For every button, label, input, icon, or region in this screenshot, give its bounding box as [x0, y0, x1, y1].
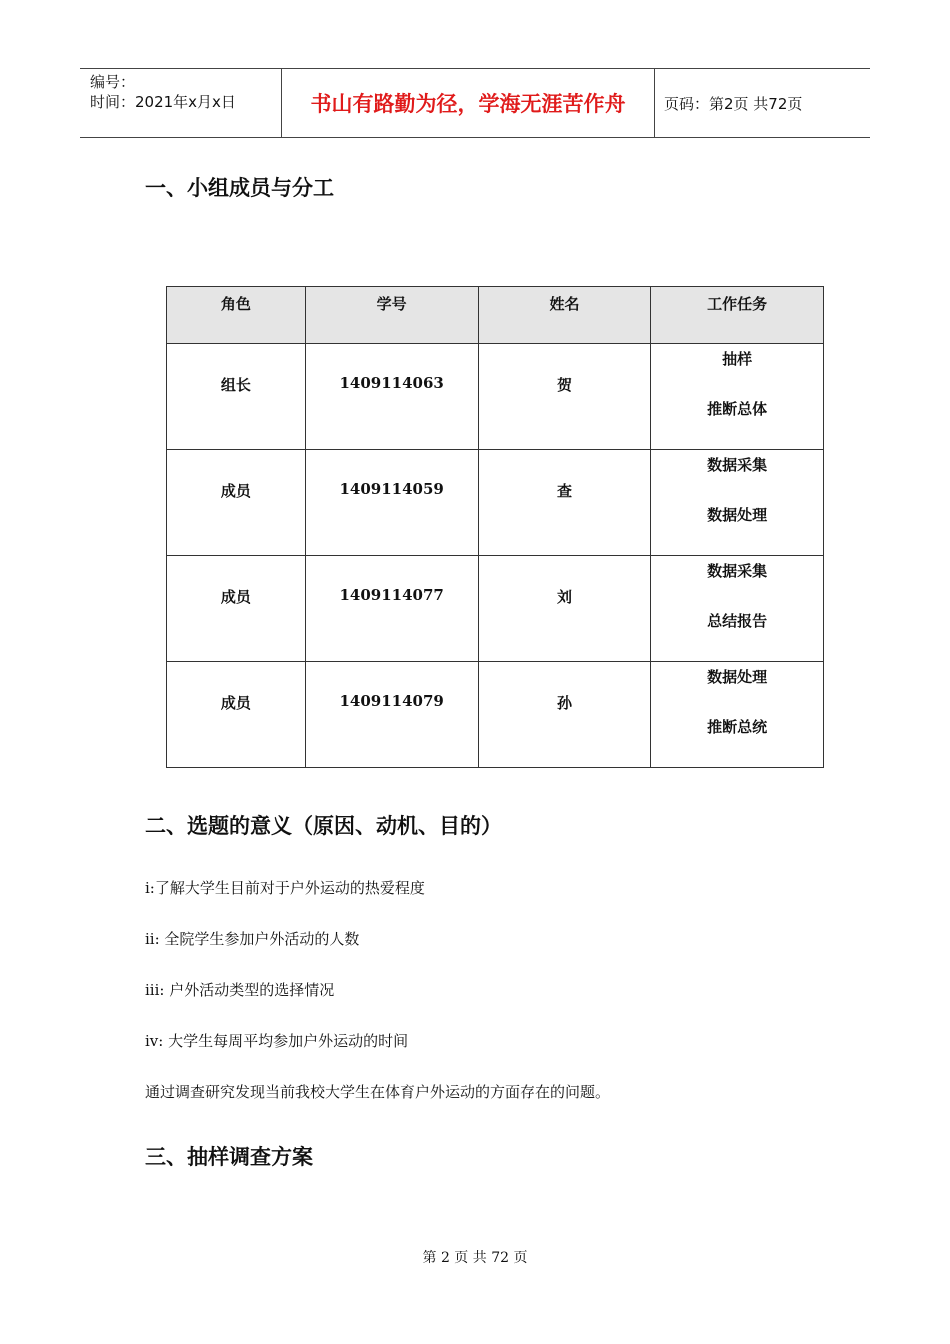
cell-id: 1409114063	[305, 344, 478, 450]
task-line-1: 抽样	[722, 350, 753, 368]
header-motto: 书山有路勤为径，学海无涯苦作舟	[282, 69, 655, 137]
number-label: 编号：	[90, 73, 136, 91]
table-row	[167, 662, 824, 768]
purpose-summary: 通过调查研究发现当前我校大学生在体育户外运动的方面存在的问题。	[145, 1083, 611, 1101]
col-header-name: 姓名	[478, 287, 651, 344]
cell-task	[651, 556, 824, 662]
task-line-1: 数据采集	[707, 456, 768, 474]
task-line-2: 推断总体	[707, 400, 768, 418]
cell-name: 孙	[478, 662, 651, 768]
members-table	[166, 286, 824, 768]
task-line-1: 数据处理	[707, 668, 768, 686]
purpose-item-2: ii: 全院学生参加户外活动的人数	[145, 930, 360, 948]
section-title-3: 三、抽样调查方案	[145, 1145, 313, 1169]
page-header	[80, 68, 870, 138]
task-line-2: 数据处理	[707, 506, 768, 524]
cell-role: 组长	[167, 344, 306, 450]
page-footer: 第 2 页 共 72 页	[422, 1250, 528, 1266]
cell-name: 刘	[478, 556, 651, 662]
header-meta	[80, 69, 282, 137]
cell-role: 成员	[167, 662, 306, 768]
cell-id: 1409114059	[305, 450, 478, 556]
task-line-2: 推断总统	[707, 718, 768, 736]
section-title-1: 一、小组成员与分工	[145, 176, 334, 200]
purpose-item-3: iii: 户外活动类型的选择情况	[145, 981, 335, 999]
purpose-item-4: iv: 大学生每周平均参加户外运动的时间	[145, 1032, 409, 1050]
table-row	[167, 450, 824, 556]
cell-task	[651, 344, 824, 450]
time-label: 时间：2021年x月x日	[90, 93, 236, 111]
task-line-2: 总结报告	[707, 612, 768, 630]
cell-role: 成员	[167, 556, 306, 662]
task-line-1: 数据采集	[707, 562, 768, 580]
section-title-2: 二、选题的意义（原因、动机、目的）	[145, 814, 502, 838]
cell-id: 1409114079	[305, 662, 478, 768]
table-row	[167, 344, 824, 450]
table-header-row	[167, 287, 824, 344]
purpose-item-1: i:了解大学生目前对于户外运动的热爱程度	[145, 879, 425, 897]
cell-name: 查	[478, 450, 651, 556]
col-header-task: 工作任务	[651, 287, 824, 344]
cell-role: 成员	[167, 450, 306, 556]
header-page-info: 页码：第2页 共72页	[664, 94, 803, 113]
col-header-role: 角色	[167, 287, 306, 344]
cell-id: 1409114077	[305, 556, 478, 662]
col-header-id: 学号	[305, 287, 478, 344]
cell-name: 贺	[478, 344, 651, 450]
cell-task	[651, 450, 824, 556]
cell-task	[651, 662, 824, 768]
table-row	[167, 556, 824, 662]
